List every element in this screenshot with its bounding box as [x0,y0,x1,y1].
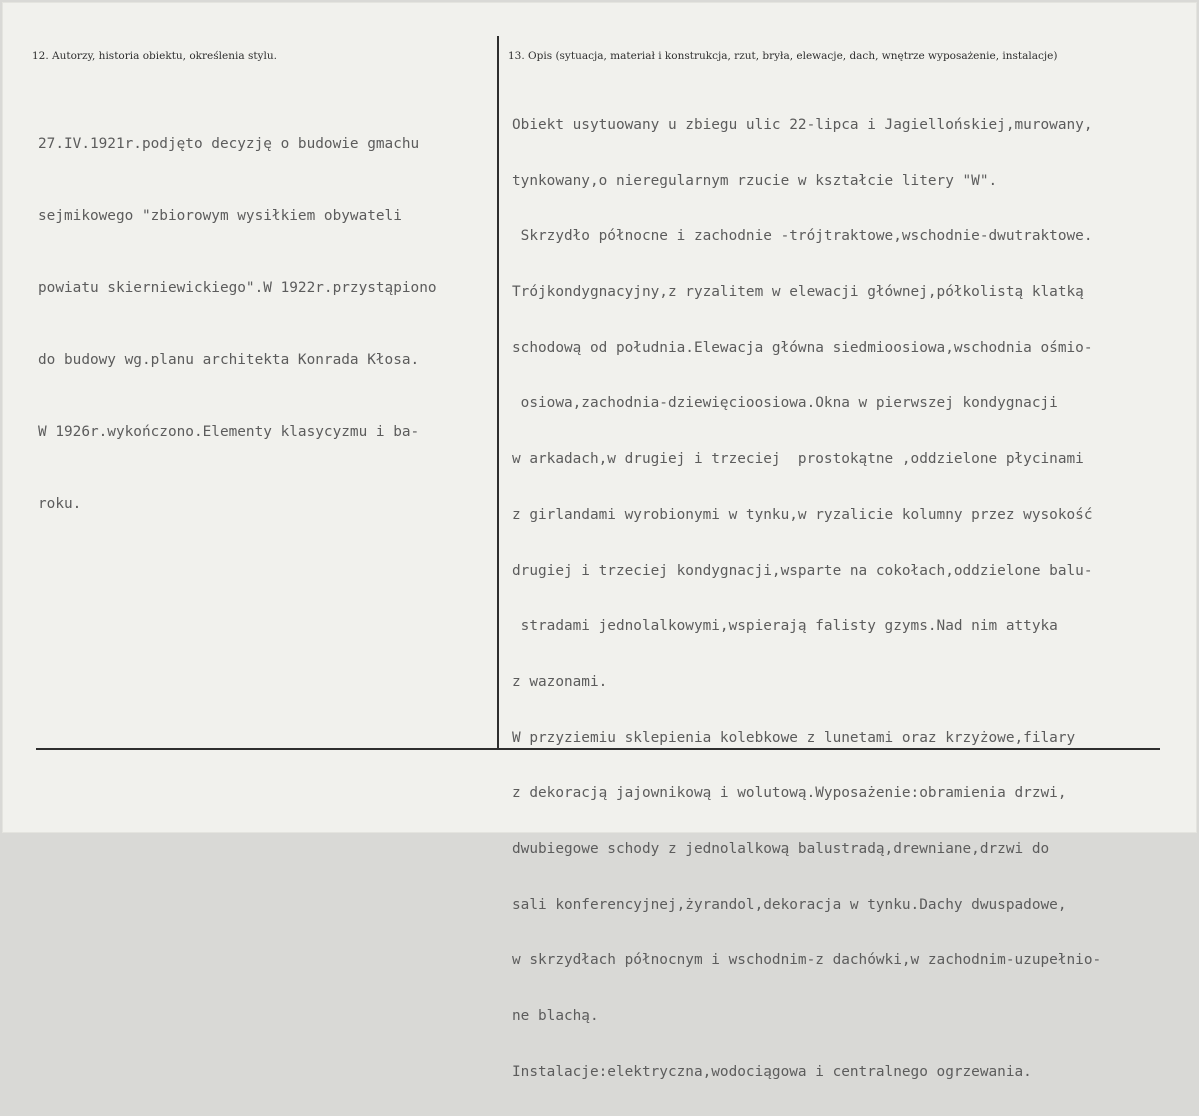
text-line: drugiej i trzeciej kondygnacji,wsparte na cokołach,oddzielone balu- [512,562,1093,579]
text-line: 27.IV.1921r.podjęto decyzję o budowie gmachu [38,136,420,152]
section-13-header: 13. Opis (sytuacja, materiał i konstrukcja, rzut, bryła, elewacje, dach, wnętrze wyposażenie, instalacje) [508,50,1058,62]
section-12-header: 12. Autorzy, historia obiektu, określenia stylu. [32,50,277,62]
text-line: Trójkondygnacyjny,z ryzalitem w elewacji głównej,półkolistą klatką [512,284,1084,301]
text-line: w skrzydłach północnym i wschodnim-z dachówki,w zachodnim-uzupełnio- [512,952,1102,969]
text-line: do budowy wg.planu architekta Konrada Kłosa. [38,352,420,368]
text-line: z girlandami wyrobionymi w tynku,w ryzalicie kolumny przez wysokość [512,506,1093,523]
section-12-text [38,84,437,564]
text-line: sali konferencyjnej,żyrandol,dekoracja w tynku.Dachy dwuspadowe, [512,896,1067,913]
text-line: stradami jednolalkowymi,wspierają falisty gzyms.Nad nim attyka [512,618,1058,635]
text-line: z dekoracją jajownikową i wolutową.Wyposażenie:obramienia drzwi, [512,785,1067,802]
section-13-text [512,82,1101,1116]
text-line: z wazonami. [512,673,608,690]
text-line: W 1926r.wykończono.Elementy klasycyzmu i ba- [38,424,420,440]
text-line: tynkowany,o nieregularnym rzucie w kształcie litery "W". [512,172,998,189]
text-line: schodową od południa.Elewacja główna siedmioosiowa,wschodnia ośmio- [512,339,1093,356]
text-line: Obiekt usytuowany u zbiegu ulic 22-lipca i Jagiellońskiej,murowany, [512,117,1093,133]
column-divider [497,36,499,749]
text-line: roku. [38,496,82,512]
text-line: w arkadach,w drugiej i trzeciej prostokątne ,oddzielone płycinami [512,451,1084,468]
form-sheet [2,2,1197,1080]
text-line: sejmikowego "zbiorowym wysiłkiem obywateli [38,208,402,224]
text-line: Skrzydło północne i zachodnie -trójtraktowe,wschodnie-dwutraktowe. [512,228,1093,245]
text-line: ne blachą. [512,1008,599,1024]
text-line: Instalacje:elektryczna,wodociągowa i centralnego ogrzewania. [512,1063,1032,1080]
text-line: osiowa,zachodnia-dziewięcioosiowa.Okna w pierwszej kondygnacji [512,395,1058,412]
text-line: powiatu skierniewickiego".W 1922r.przystąpiono [38,280,437,296]
text-line: W przyziemiu sklepienia kolebkowe z lunetami oraz krzyżowe,filary [512,729,1076,746]
text-line: dwubiegowe schody z jednolalkową balustradą,drewniane,drzwi do [512,840,1050,857]
